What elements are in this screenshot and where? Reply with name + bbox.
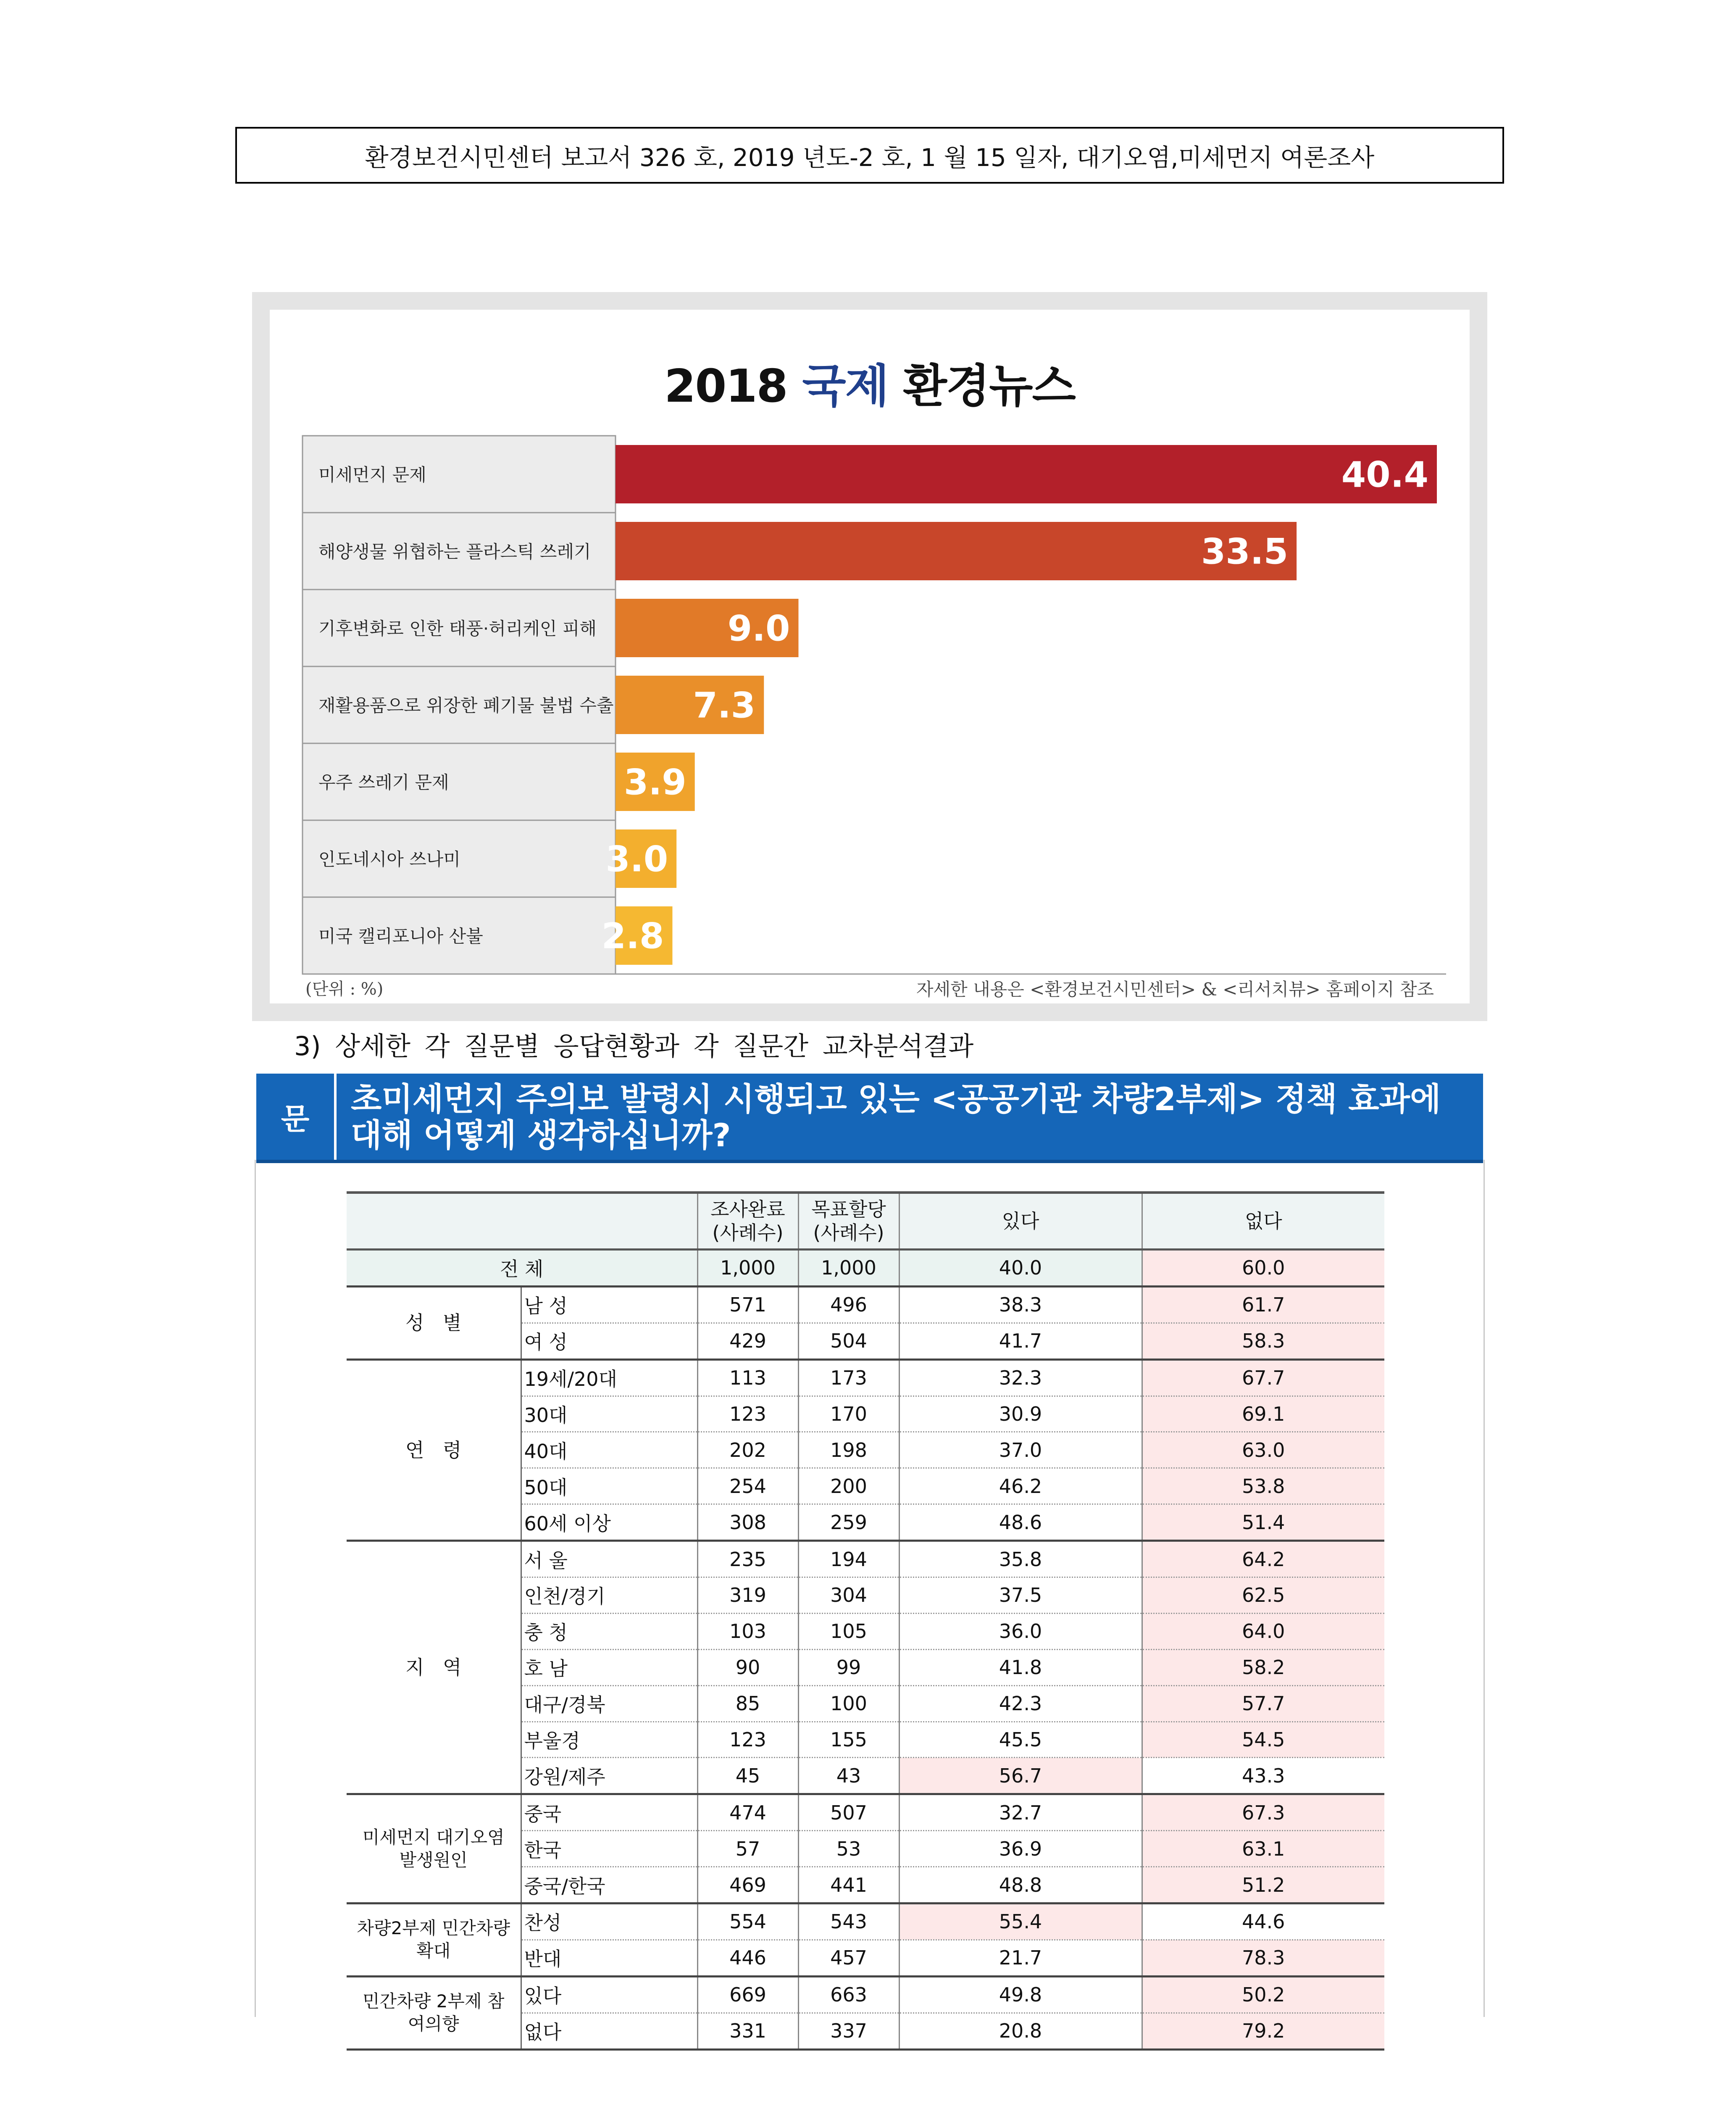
category-label: 미세먼지 문제 bbox=[318, 464, 426, 485]
cell-target: 441 bbox=[798, 1867, 899, 1904]
table-row bbox=[347, 1904, 1384, 1940]
row-label: 중국 bbox=[521, 1794, 697, 1831]
cell-yes: 21.7 bbox=[899, 1940, 1142, 1976]
cell-yes: 37.5 bbox=[899, 1577, 1142, 1614]
cell-target: 173 bbox=[798, 1359, 899, 1396]
cell-target: 53 bbox=[798, 1831, 899, 1867]
cell-completed: 90 bbox=[697, 1649, 798, 1685]
cell-completed: 571 bbox=[697, 1286, 798, 1323]
cell-yes: 35.8 bbox=[899, 1541, 1142, 1577]
cell-completed: 123 bbox=[697, 1396, 798, 1432]
news-chart-figure bbox=[252, 292, 1487, 1021]
table-row bbox=[347, 1286, 1384, 1323]
cell-completed: 85 bbox=[697, 1685, 798, 1722]
row-label: 40대 bbox=[521, 1432, 697, 1468]
row-label: 50대 bbox=[521, 1468, 697, 1504]
question-banner bbox=[256, 1074, 1483, 1163]
category-label: 우주 쓰레기 문제 bbox=[318, 772, 449, 793]
cell-completed: 308 bbox=[697, 1504, 798, 1541]
cell-no: 69.1 bbox=[1142, 1396, 1384, 1432]
table-row bbox=[347, 1359, 1384, 1396]
cell-no: 62.5 bbox=[1142, 1577, 1384, 1614]
category-label: 재활용품으로 위장한 폐기물 불법 수출 bbox=[318, 695, 614, 716]
total-yes: 40.0 bbox=[899, 1250, 1142, 1287]
row-label: 중국/한국 bbox=[521, 1867, 697, 1904]
row-label: 19세/20대 bbox=[521, 1359, 697, 1396]
cell-target: 663 bbox=[798, 1976, 899, 2013]
cell-yes: 48.8 bbox=[899, 1867, 1142, 1904]
cell-yes: 55.4 bbox=[899, 1904, 1142, 1940]
cell-completed: 123 bbox=[697, 1722, 798, 1758]
cell-target: 105 bbox=[798, 1613, 899, 1649]
total-target: 1,000 bbox=[798, 1250, 899, 1287]
group-label: 연 령 bbox=[347, 1359, 521, 1540]
table-body bbox=[347, 1250, 1384, 2050]
cell-no: 64.0 bbox=[1142, 1613, 1384, 1649]
cell-no: 43.3 bbox=[1142, 1758, 1384, 1794]
bar-value-label: 3.0 bbox=[605, 838, 668, 880]
cell-yes: 30.9 bbox=[899, 1396, 1142, 1432]
news-chart-panel bbox=[270, 310, 1470, 1003]
header-blank bbox=[347, 1193, 697, 1250]
cell-no: 63.1 bbox=[1142, 1831, 1384, 1867]
cell-completed: 474 bbox=[697, 1794, 798, 1831]
header-target-label: 목표할당 bbox=[811, 1198, 886, 1221]
cell-target: 496 bbox=[798, 1286, 899, 1323]
cell-target: 200 bbox=[798, 1468, 899, 1504]
total-no: 60.0 bbox=[1142, 1250, 1384, 1287]
cell-target: 507 bbox=[798, 1794, 899, 1831]
table-row bbox=[347, 1976, 1384, 2013]
header-completed-label: 조사완료 bbox=[710, 1198, 785, 1221]
row-label: 부울경 bbox=[521, 1722, 697, 1758]
cell-yes: 37.0 bbox=[899, 1432, 1142, 1468]
row-label: 인천/경기 bbox=[521, 1577, 697, 1614]
group-label-line1: 미세먼지 대기오염 bbox=[362, 1827, 505, 1848]
cell-no: 58.3 bbox=[1142, 1323, 1384, 1359]
table-row bbox=[347, 1541, 1384, 1577]
table-row-total bbox=[347, 1250, 1384, 1287]
cross-analysis-table bbox=[347, 1191, 1384, 2051]
cell-target: 304 bbox=[798, 1577, 899, 1614]
group-label bbox=[347, 1976, 521, 2049]
row-label: 60세 이상 bbox=[521, 1504, 697, 1541]
cell-yes: 38.3 bbox=[899, 1286, 1142, 1323]
row-label: 한국 bbox=[521, 1831, 697, 1867]
bar-value-label: 7.3 bbox=[693, 685, 756, 726]
cell-no: 54.5 bbox=[1142, 1722, 1384, 1758]
cell-no: 78.3 bbox=[1142, 1940, 1384, 1976]
cell-target: 43 bbox=[798, 1758, 899, 1794]
group-label-line1: 민간차량 2부제 참 bbox=[363, 1991, 505, 2012]
header-completed bbox=[697, 1193, 798, 1250]
cell-completed: 202 bbox=[697, 1432, 798, 1468]
cell-yes: 36.9 bbox=[899, 1831, 1142, 1867]
cell-no: 61.7 bbox=[1142, 1286, 1384, 1323]
question-text bbox=[351, 1081, 1458, 1153]
group-label: 성 별 bbox=[347, 1286, 521, 1359]
cell-completed: 331 bbox=[697, 2013, 798, 2049]
cell-target: 194 bbox=[798, 1541, 899, 1577]
bar-value-label: 3.9 bbox=[623, 761, 687, 803]
cell-target: 198 bbox=[798, 1432, 899, 1468]
row-label: 남 성 bbox=[521, 1286, 697, 1323]
cell-target: 155 bbox=[798, 1722, 899, 1758]
cell-target: 337 bbox=[798, 2013, 899, 2049]
cell-completed: 103 bbox=[697, 1613, 798, 1649]
header-no: 없다 bbox=[1142, 1193, 1384, 1250]
header-completed-sub: (사례수) bbox=[712, 1222, 784, 1244]
cell-target: 99 bbox=[798, 1649, 899, 1685]
cell-target: 259 bbox=[798, 1504, 899, 1541]
row-label: 충 청 bbox=[521, 1613, 697, 1649]
cell-completed: 429 bbox=[697, 1323, 798, 1359]
cell-yes: 20.8 bbox=[899, 2013, 1142, 2049]
group-label-line1: 차량2부제 민간차량 bbox=[357, 1918, 510, 1939]
cell-no: 51.4 bbox=[1142, 1504, 1384, 1541]
cell-target: 457 bbox=[798, 1940, 899, 1976]
category-label: 인도네시아 쓰나미 bbox=[318, 849, 460, 870]
section-heading: 3) 상세한 각 질문별 응답현황과 각 질문간 교차분석결과 bbox=[294, 1031, 974, 1061]
category-label: 기후변화로 인한 태풍·허리케인 피해 bbox=[318, 618, 597, 639]
header-target bbox=[798, 1193, 899, 1250]
cell-no: 79.2 bbox=[1142, 2013, 1384, 2049]
bar-chart bbox=[270, 310, 1470, 1003]
bar-value-label: 40.4 bbox=[1341, 454, 1428, 495]
cell-yes: 41.8 bbox=[899, 1649, 1142, 1685]
cell-no: 67.3 bbox=[1142, 1794, 1384, 1831]
cell-no: 51.2 bbox=[1142, 1867, 1384, 1904]
row-label: 서 울 bbox=[521, 1541, 697, 1577]
row-label: 여 성 bbox=[521, 1323, 697, 1359]
cell-completed: 669 bbox=[697, 1976, 798, 2013]
cell-target: 504 bbox=[798, 1323, 899, 1359]
cell-no: 57.7 bbox=[1142, 1685, 1384, 1722]
cell-no: 64.2 bbox=[1142, 1541, 1384, 1577]
cell-completed: 254 bbox=[697, 1468, 798, 1504]
cell-completed: 113 bbox=[697, 1359, 798, 1396]
report-header: 환경보건시민센터 보고서 326 호, 2019 년도-2 호, 1 월 15 일자, 대기오염,미세먼지 여론조사 bbox=[235, 127, 1504, 184]
cell-target: 100 bbox=[798, 1685, 899, 1722]
cell-yes: 45.5 bbox=[899, 1722, 1142, 1758]
group-label bbox=[347, 1904, 521, 1977]
header-target-sub: (사례수) bbox=[813, 1222, 884, 1244]
cell-yes: 32.7 bbox=[899, 1794, 1142, 1831]
group-label-line2: 발생원인 bbox=[399, 1849, 468, 1870]
bar bbox=[615, 522, 1297, 580]
cell-no: 50.2 bbox=[1142, 1976, 1384, 2013]
cell-completed: 319 bbox=[697, 1577, 798, 1614]
chart-source-note: 자세한 내용은 <환경보건시민센터> & <리서치뷰> 홈페이지 참조 bbox=[916, 979, 1434, 1000]
cell-completed: 235 bbox=[697, 1541, 798, 1577]
category-label: 미국 캘리포니아 산불 bbox=[318, 926, 483, 947]
cell-no: 58.2 bbox=[1142, 1649, 1384, 1685]
cell-completed: 45 bbox=[697, 1758, 798, 1794]
cell-yes: 42.3 bbox=[899, 1685, 1142, 1722]
chart-title-year: 2018 bbox=[664, 360, 787, 413]
row-label: 대구/경북 bbox=[521, 1685, 697, 1722]
cell-yes: 41.7 bbox=[899, 1323, 1142, 1359]
row-label: 호 남 bbox=[521, 1649, 697, 1685]
bar-value-label: 33.5 bbox=[1201, 531, 1289, 572]
chart-unit-note: (단위 : %) bbox=[305, 979, 384, 999]
cell-no: 53.8 bbox=[1142, 1468, 1384, 1504]
cell-yes: 46.2 bbox=[899, 1468, 1142, 1504]
cell-completed: 554 bbox=[697, 1904, 798, 1940]
cell-no: 44.6 bbox=[1142, 1904, 1384, 1940]
cell-yes: 36.0 bbox=[899, 1613, 1142, 1649]
row-label: 없다 bbox=[521, 2013, 697, 2049]
category-label: 해양생물 위협하는 플라스틱 쓰레기 bbox=[318, 541, 591, 562]
group-label bbox=[347, 1794, 521, 1904]
cell-yes: 48.6 bbox=[899, 1504, 1142, 1541]
bar-value-label: 2.8 bbox=[601, 915, 664, 957]
header-yes: 있다 bbox=[899, 1193, 1142, 1250]
group-label-line2: 여의향 bbox=[408, 2014, 459, 2035]
question-text-line2: 대해 어떻게 생각하십니까? bbox=[351, 1116, 731, 1154]
group-label: 지 역 bbox=[347, 1541, 521, 1794]
cell-target: 170 bbox=[798, 1396, 899, 1432]
group-label-line2: 확대 bbox=[416, 1940, 451, 1961]
question-text-line1: 초미세먼지 주의보 발령시 시행되고 있는 <공공기관 차량2부제> 정책 효과에 bbox=[351, 1080, 1441, 1118]
cell-no: 63.0 bbox=[1142, 1432, 1384, 1468]
row-label: 30대 bbox=[521, 1396, 697, 1432]
chart-title-rest: 환경뉴스 bbox=[903, 360, 1075, 413]
cell-yes: 32.3 bbox=[899, 1359, 1142, 1396]
total-completed: 1,000 bbox=[697, 1250, 798, 1287]
cell-yes: 49.8 bbox=[899, 1976, 1142, 2013]
table-row bbox=[347, 1794, 1384, 1831]
cell-target: 543 bbox=[798, 1904, 899, 1940]
chart-title-accent: 국제 bbox=[802, 360, 888, 413]
cell-yes: 56.7 bbox=[899, 1758, 1142, 1794]
cell-completed: 469 bbox=[697, 1867, 798, 1904]
bar bbox=[615, 445, 1437, 503]
cell-completed: 446 bbox=[697, 1940, 798, 1976]
row-label: 강원/제주 bbox=[521, 1758, 697, 1794]
question-label: 문 bbox=[256, 1074, 337, 1160]
total-label: 전 체 bbox=[347, 1250, 697, 1287]
cell-completed: 57 bbox=[697, 1831, 798, 1867]
cell-no: 67.7 bbox=[1142, 1359, 1384, 1396]
row-label: 반대 bbox=[521, 1940, 697, 1976]
bar-value-label: 9.0 bbox=[727, 608, 790, 649]
row-label: 찬성 bbox=[521, 1904, 697, 1940]
row-label: 있다 bbox=[521, 1976, 697, 2013]
table-header-row bbox=[347, 1193, 1384, 1250]
